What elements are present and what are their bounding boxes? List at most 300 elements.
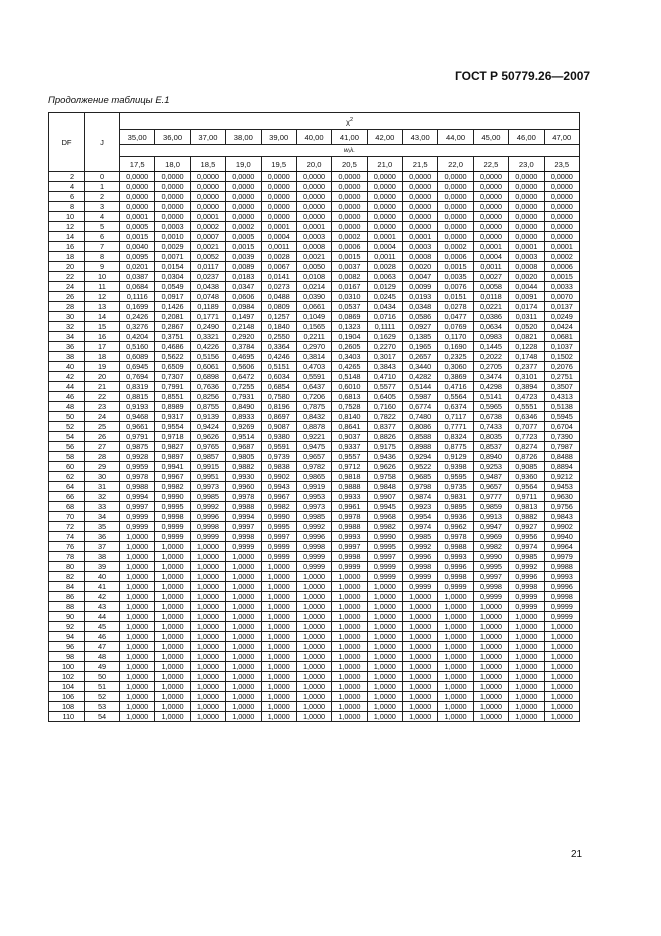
probability-cell: 1,0000 (226, 572, 261, 582)
probability-cell: 0,1228 (509, 342, 544, 352)
probability-cell: 0,6346 (509, 412, 544, 422)
probability-cell: 0,0716 (367, 312, 402, 322)
j-cell: 22 (85, 392, 120, 402)
probability-cell: 0,5564 (438, 392, 473, 402)
j-cell: 3 (85, 202, 120, 212)
table-row (49, 392, 580, 402)
probability-cell: 0,9999 (544, 602, 580, 612)
table-row (49, 412, 580, 422)
table-row (49, 592, 580, 602)
probability-cell: 0,2148 (226, 322, 261, 332)
probability-cell: 0,0002 (332, 232, 367, 242)
probability-cell: 1,0000 (296, 602, 331, 612)
probability-cell: 0,9915 (190, 462, 225, 472)
df-cell: 6 (49, 192, 85, 202)
table-row (49, 252, 580, 262)
probability-cell: 1,0000 (473, 622, 508, 632)
probability-cell: 0,3784 (226, 342, 261, 352)
chi-values-row (49, 130, 580, 145)
probability-cell: 0,2920 (226, 332, 261, 342)
probability-cell: 0,0927 (403, 322, 438, 332)
df-cell: 94 (49, 632, 85, 642)
probability-cell: 0,9626 (190, 432, 225, 442)
probability-cell: 0,0006 (332, 242, 367, 252)
probability-cell: 0,9998 (438, 572, 473, 582)
table-row (49, 602, 580, 612)
df-cell: 74 (49, 532, 85, 542)
probability-cell: 0,4226 (190, 342, 225, 352)
probability-cell: 0,0221 (473, 302, 508, 312)
probability-cell: 0,0769 (438, 322, 473, 332)
probability-cell: 0,0011 (473, 262, 508, 272)
probability-cell: 1,0000 (190, 662, 225, 672)
probability-cell: 1,0000 (226, 602, 261, 612)
probability-cell: 1,0000 (509, 632, 544, 642)
df-cell: 82 (49, 572, 85, 582)
probability-cell: 0,9782 (296, 462, 331, 472)
probability-cell: 1,0000 (261, 652, 296, 662)
chi-square-header (120, 113, 580, 130)
probability-cell: 0,9999 (155, 532, 190, 542)
j-cell: 11 (85, 282, 120, 292)
df-cell: 98 (49, 652, 85, 662)
probability-cell: 1,0000 (403, 612, 438, 622)
probability-cell: 1,0000 (367, 622, 402, 632)
probability-cell: 0,8551 (155, 392, 190, 402)
probability-cell: 1,0000 (438, 692, 473, 702)
probability-cell: 0,0004 (473, 252, 508, 262)
probability-cell: 1,0000 (155, 572, 190, 582)
j-cell: 9 (85, 262, 120, 272)
probability-cell: 0,5138 (544, 402, 580, 412)
table-row (49, 622, 580, 632)
probability-cell: 0,7528 (332, 402, 367, 412)
probability-cell: 0,0020 (403, 262, 438, 272)
df-cell: 92 (49, 622, 85, 632)
probability-cell: 0,9982 (155, 482, 190, 492)
probability-cell: 0,9882 (509, 512, 544, 522)
j-cell: 45 (85, 622, 120, 632)
probability-cell: 0,9940 (544, 532, 580, 542)
probability-cell: 0,9936 (438, 512, 473, 522)
j-cell: 29 (85, 462, 120, 472)
probability-cell: 0,0002 (226, 222, 261, 232)
probability-cell: 0,0015 (438, 262, 473, 272)
table-header (49, 113, 580, 172)
probability-cell: 1,0000 (332, 702, 367, 712)
probability-cell: 0,9888 (332, 482, 367, 492)
probability-cell: 1,0000 (155, 612, 190, 622)
probability-cell: 1,0000 (226, 672, 261, 682)
probability-cell: 0,7694 (120, 372, 155, 382)
probability-cell: 0,0000 (226, 182, 261, 192)
probability-cell: 0,2211 (296, 332, 331, 342)
probability-cell: 0,9996 (438, 562, 473, 572)
probability-cell: 1,0000 (261, 712, 296, 722)
probability-cell: 0,1497 (226, 312, 261, 322)
table-caption: Продолжение таблицы Е.1 (48, 95, 170, 106)
chi-value-header: 47,00 (544, 130, 580, 145)
probability-cell: 1,0000 (509, 612, 544, 622)
probability-cell: 0,0095 (120, 252, 155, 262)
probability-cell: 0,9895 (438, 502, 473, 512)
df-column-header: DF (49, 113, 85, 172)
j-cell: 31 (85, 482, 120, 492)
probability-cell: 0,1690 (438, 342, 473, 352)
df-cell: 44 (49, 382, 85, 392)
probability-cell: 1,0000 (403, 702, 438, 712)
j-cell: 52 (85, 692, 120, 702)
table-row (49, 562, 580, 572)
df-cell: 24 (49, 282, 85, 292)
probability-cell: 0,5606 (226, 362, 261, 372)
probability-cell: 0,0033 (544, 282, 580, 292)
j-cell: 28 (85, 452, 120, 462)
probability-cell: 0,0438 (190, 282, 225, 292)
probability-cell: 0,9380 (261, 432, 296, 442)
probability-cell: 0,9564 (509, 482, 544, 492)
df-cell: 26 (49, 292, 85, 302)
probability-cell: 0,9995 (261, 522, 296, 532)
probability-cell: 0,8537 (473, 442, 508, 452)
probability-cell: 1,0000 (296, 712, 331, 722)
probability-cell: 1,0000 (473, 642, 508, 652)
probability-cell: 0,2270 (367, 342, 402, 352)
j-cell: 4 (85, 212, 120, 222)
probability-cell: 0,9139 (190, 412, 225, 422)
probability-cell: 0,6509 (155, 362, 190, 372)
probability-cell: 0,7991 (155, 382, 190, 392)
probability-cell: 0,0424 (544, 322, 580, 332)
probability-cell: 0,0201 (120, 262, 155, 272)
probability-cell: 0,0000 (473, 202, 508, 212)
probability-cell: 0,0387 (120, 272, 155, 282)
probability-cell: 0,9998 (403, 562, 438, 572)
probability-cell: 0,9902 (261, 472, 296, 482)
probability-cell: 0,7931 (226, 392, 261, 402)
probability-cell: 0,0000 (403, 182, 438, 192)
probability-cell: 0,9968 (367, 512, 402, 522)
probability-cell: 0,1629 (367, 332, 402, 342)
table-row (49, 552, 580, 562)
probability-cell: 0,3474 (473, 372, 508, 382)
probability-cell: 0,9554 (155, 422, 190, 432)
probability-cell: 0,7875 (296, 402, 331, 412)
probability-cell: 0,9758 (367, 472, 402, 482)
probability-cell: 0,7390 (544, 432, 580, 442)
df-cell: 14 (49, 232, 85, 242)
probability-cell: 1,0000 (544, 682, 580, 692)
table-row (49, 272, 580, 282)
probability-cell: 0,6945 (120, 362, 155, 372)
probability-cell: 0,8989 (155, 402, 190, 412)
probability-cell: 1,0000 (473, 602, 508, 612)
table-row (49, 512, 580, 522)
df-cell: 86 (49, 592, 85, 602)
j-cell: 41 (85, 582, 120, 592)
probability-cell: 1,0000 (226, 562, 261, 572)
j-cell: 26 (85, 432, 120, 442)
table-row (49, 202, 580, 212)
probability-cell: 0,0000 (438, 232, 473, 242)
j-cell: 24 (85, 412, 120, 422)
probability-cell: 1,0000 (367, 672, 402, 682)
probability-cell: 1,0000 (332, 682, 367, 692)
j-cell: 51 (85, 682, 120, 692)
probability-cell: 0,1426 (155, 302, 190, 312)
probability-cell: 0,0000 (296, 212, 331, 222)
probability-cell: 0,7117 (438, 412, 473, 422)
df-cell: 2 (49, 172, 85, 182)
probability-cell: 0,0001 (403, 232, 438, 242)
probability-cell: 0,0000 (544, 172, 580, 182)
probability-cell: 0,6405 (367, 392, 402, 402)
probability-cell: 0,9978 (332, 512, 367, 522)
probability-cell: 0,0000 (544, 182, 580, 192)
probability-cell: 1,0000 (190, 692, 225, 702)
probability-cell: 0,2705 (473, 362, 508, 372)
probability-cell: 1,0000 (155, 712, 190, 722)
probability-cell: 0,0000 (226, 192, 261, 202)
table-row (49, 432, 580, 442)
probability-cell: 0,0063 (367, 272, 402, 282)
probability-cell: 0,4246 (261, 352, 296, 362)
chi-value-header: 39,00 (261, 130, 296, 145)
probability-cell: 0,0348 (403, 302, 438, 312)
probability-cell: 0,9999 (403, 572, 438, 582)
probability-cell: 1,0000 (296, 662, 331, 672)
probability-cell: 0,8086 (403, 422, 438, 432)
j-cell: 37 (85, 542, 120, 552)
probability-cell: 0,0000 (296, 172, 331, 182)
probability-cell: 0,5622 (155, 352, 190, 362)
probability-cell: 0,0000 (226, 172, 261, 182)
probability-cell: 0,3364 (261, 342, 296, 352)
probability-cell: 0,6061 (190, 362, 225, 372)
probability-cell: 0,9988 (544, 562, 580, 572)
probability-cell: 1,0000 (190, 562, 225, 572)
table-row (49, 262, 580, 272)
probability-cell: 0,0028 (261, 252, 296, 262)
probability-cell: 0,9998 (473, 582, 508, 592)
probability-cell: 0,0040 (120, 242, 155, 252)
probability-cell: 0,9996 (403, 552, 438, 562)
probability-cell: 0,0390 (296, 292, 331, 302)
table-row (49, 632, 580, 642)
probability-cell: 0,0869 (332, 312, 367, 322)
probability-cell: 0,0000 (190, 202, 225, 212)
probability-cell: 0,4298 (473, 382, 508, 392)
probability-cell: 0,9997 (261, 532, 296, 542)
probability-cell: 0,0000 (190, 172, 225, 182)
probability-cell: 0,9221 (296, 432, 331, 442)
probability-cell: 1,0000 (190, 592, 225, 602)
probability-cell: 0,3060 (438, 362, 473, 372)
probability-cell: 1,0000 (261, 582, 296, 592)
df-cell: 90 (49, 612, 85, 622)
j-cell: 54 (85, 712, 120, 722)
probability-cell: 0,0000 (509, 182, 544, 192)
df-cell: 54 (49, 432, 85, 442)
probability-cell: 0,9999 (367, 572, 402, 582)
probability-cell: 0,0000 (509, 202, 544, 212)
probability-cell: 1,0000 (473, 702, 508, 712)
probability-cell: 1,0000 (509, 642, 544, 652)
probability-cell: 1,0000 (296, 682, 331, 692)
probability-cell: 0,0076 (438, 282, 473, 292)
probability-cell: 0,0002 (438, 242, 473, 252)
probability-cell: 0,5965 (473, 402, 508, 412)
probability-cell: 0,9765 (190, 442, 225, 452)
probability-cell: 0,9992 (296, 522, 331, 532)
probability-cell: 0,9037 (332, 432, 367, 442)
probability-cell: 0,9997 (226, 522, 261, 532)
probability-cell: 1,0000 (332, 622, 367, 632)
probability-cell: 0,9913 (473, 512, 508, 522)
probability-cell: 0,9974 (403, 522, 438, 532)
j-cell: 20 (85, 372, 120, 382)
probability-cell: 0,7307 (155, 372, 190, 382)
probability-cell: 1,0000 (120, 552, 155, 562)
probability-cell: 1,0000 (296, 702, 331, 712)
df-cell: 4 (49, 182, 85, 192)
probability-cell: 0,9711 (509, 492, 544, 502)
probability-cell: 0,0000 (296, 182, 331, 192)
j-cell: 50 (85, 672, 120, 682)
probability-cell: 0,5987 (403, 392, 438, 402)
probability-cell: 0,0000 (473, 182, 508, 192)
probability-cell: 0,9827 (155, 442, 190, 452)
j-cell: 17 (85, 342, 120, 352)
df-cell: 60 (49, 462, 85, 472)
probability-cell: 0,0008 (403, 252, 438, 262)
probability-cell: 1,0000 (438, 592, 473, 602)
probability-cell: 0,2426 (120, 312, 155, 322)
probability-cell: 0,9212 (544, 472, 580, 482)
probability-cell: 0,9999 (473, 592, 508, 602)
probability-cell: 0,0000 (544, 192, 580, 202)
table-row (49, 542, 580, 552)
probability-cell: 0,9997 (120, 502, 155, 512)
probability-cell: 0,0984 (226, 302, 261, 312)
probability-cell: 0,9992 (403, 542, 438, 552)
probability-cell: 0,9735 (438, 482, 473, 492)
probability-cell: 0,5160 (120, 342, 155, 352)
probability-cell: 0,0000 (544, 232, 580, 242)
df-cell: 84 (49, 582, 85, 592)
probability-cell: 1,0000 (367, 652, 402, 662)
probability-cell: 0,0006 (544, 262, 580, 272)
j-cell: 5 (85, 222, 120, 232)
df-cell: 76 (49, 542, 85, 552)
probability-cell: 0,9739 (261, 452, 296, 462)
probability-cell: 1,0000 (332, 572, 367, 582)
table-row (49, 582, 580, 592)
probability-cell: 0,9998 (226, 532, 261, 542)
probability-cell: 0,0007 (190, 232, 225, 242)
probability-cell: 0,9999 (332, 562, 367, 572)
probability-cell: 1,0000 (332, 582, 367, 592)
probability-cell: 0,0809 (261, 302, 296, 312)
probability-cell: 0,2022 (473, 352, 508, 362)
w-lambda-header: wⱼλ. (120, 145, 580, 157)
probability-cell: 0,4695 (226, 352, 261, 362)
j-cell: 40 (85, 572, 120, 582)
probability-cell: 0,0015 (120, 232, 155, 242)
probability-cell: 0,9990 (155, 492, 190, 502)
probability-cell: 0,9657 (473, 482, 508, 492)
df-cell: 110 (49, 712, 85, 722)
probability-cell: 0,0099 (403, 282, 438, 292)
df-cell: 64 (49, 482, 85, 492)
probability-cell: 0,9928 (120, 452, 155, 462)
probability-cell: 0,9999 (226, 542, 261, 552)
probability-cell: 0,9933 (332, 492, 367, 502)
probability-cell: 0,9999 (403, 582, 438, 592)
probability-cell: 1,0000 (155, 582, 190, 592)
table-row (49, 182, 580, 192)
probability-cell: 0,9927 (509, 522, 544, 532)
probability-cell: 0,9998 (509, 582, 544, 592)
probability-cell: 0,9999 (438, 582, 473, 592)
probability-cell: 0,0477 (438, 312, 473, 322)
probability-cell: 0,9951 (190, 472, 225, 482)
j-cell: 1 (85, 182, 120, 192)
probability-cell: 0,9999 (261, 552, 296, 562)
table-row (49, 362, 580, 372)
probability-cell: 0,0039 (226, 252, 261, 262)
probability-cell: 0,0008 (509, 262, 544, 272)
probability-cell: 1,0000 (155, 542, 190, 552)
probability-cell: 0,9453 (544, 482, 580, 492)
probability-cell: 0,9978 (120, 472, 155, 482)
probability-cell: 0,9923 (403, 502, 438, 512)
df-cell: 40 (49, 362, 85, 372)
probability-cell: 0,9685 (403, 472, 438, 482)
probability-cell: 1,0000 (403, 632, 438, 642)
table-row (49, 492, 580, 502)
probability-cell: 0,9985 (403, 532, 438, 542)
probability-cell: 1,0000 (403, 602, 438, 612)
probability-cell: 0,9993 (332, 532, 367, 542)
probability-cell: 0,9995 (367, 542, 402, 552)
probability-cell: 0,9985 (296, 512, 331, 522)
chi-value-header: 42,00 (367, 130, 402, 145)
j-cell: 48 (85, 652, 120, 662)
probability-cell: 0,0058 (473, 282, 508, 292)
probability-cell: 0,9997 (473, 572, 508, 582)
probability-cell: 0,9969 (473, 532, 508, 542)
probability-cell: 0,6898 (190, 372, 225, 382)
probability-cell: 0,1111 (367, 322, 402, 332)
probability-cell: 0,0214 (296, 282, 331, 292)
probability-cell: 0,8697 (261, 412, 296, 422)
table-row (49, 442, 580, 452)
probability-cell: 0,6738 (473, 412, 508, 422)
probability-cell: 0,8588 (403, 432, 438, 442)
probability-cell: 0,8775 (438, 442, 473, 452)
probability-cell: 1,0000 (120, 582, 155, 592)
probability-cell: 0,9988 (120, 482, 155, 492)
j-cell: 46 (85, 632, 120, 642)
probability-cell: 0,0917 (155, 292, 190, 302)
probability-cell: 0,0000 (155, 172, 190, 182)
chi-value-header: 44,00 (438, 130, 473, 145)
probability-cell: 0,9964 (544, 542, 580, 552)
chi-value-header: 37,00 (190, 130, 225, 145)
probability-cell: 1,0000 (226, 582, 261, 592)
probability-cell: 0,9175 (367, 442, 402, 452)
